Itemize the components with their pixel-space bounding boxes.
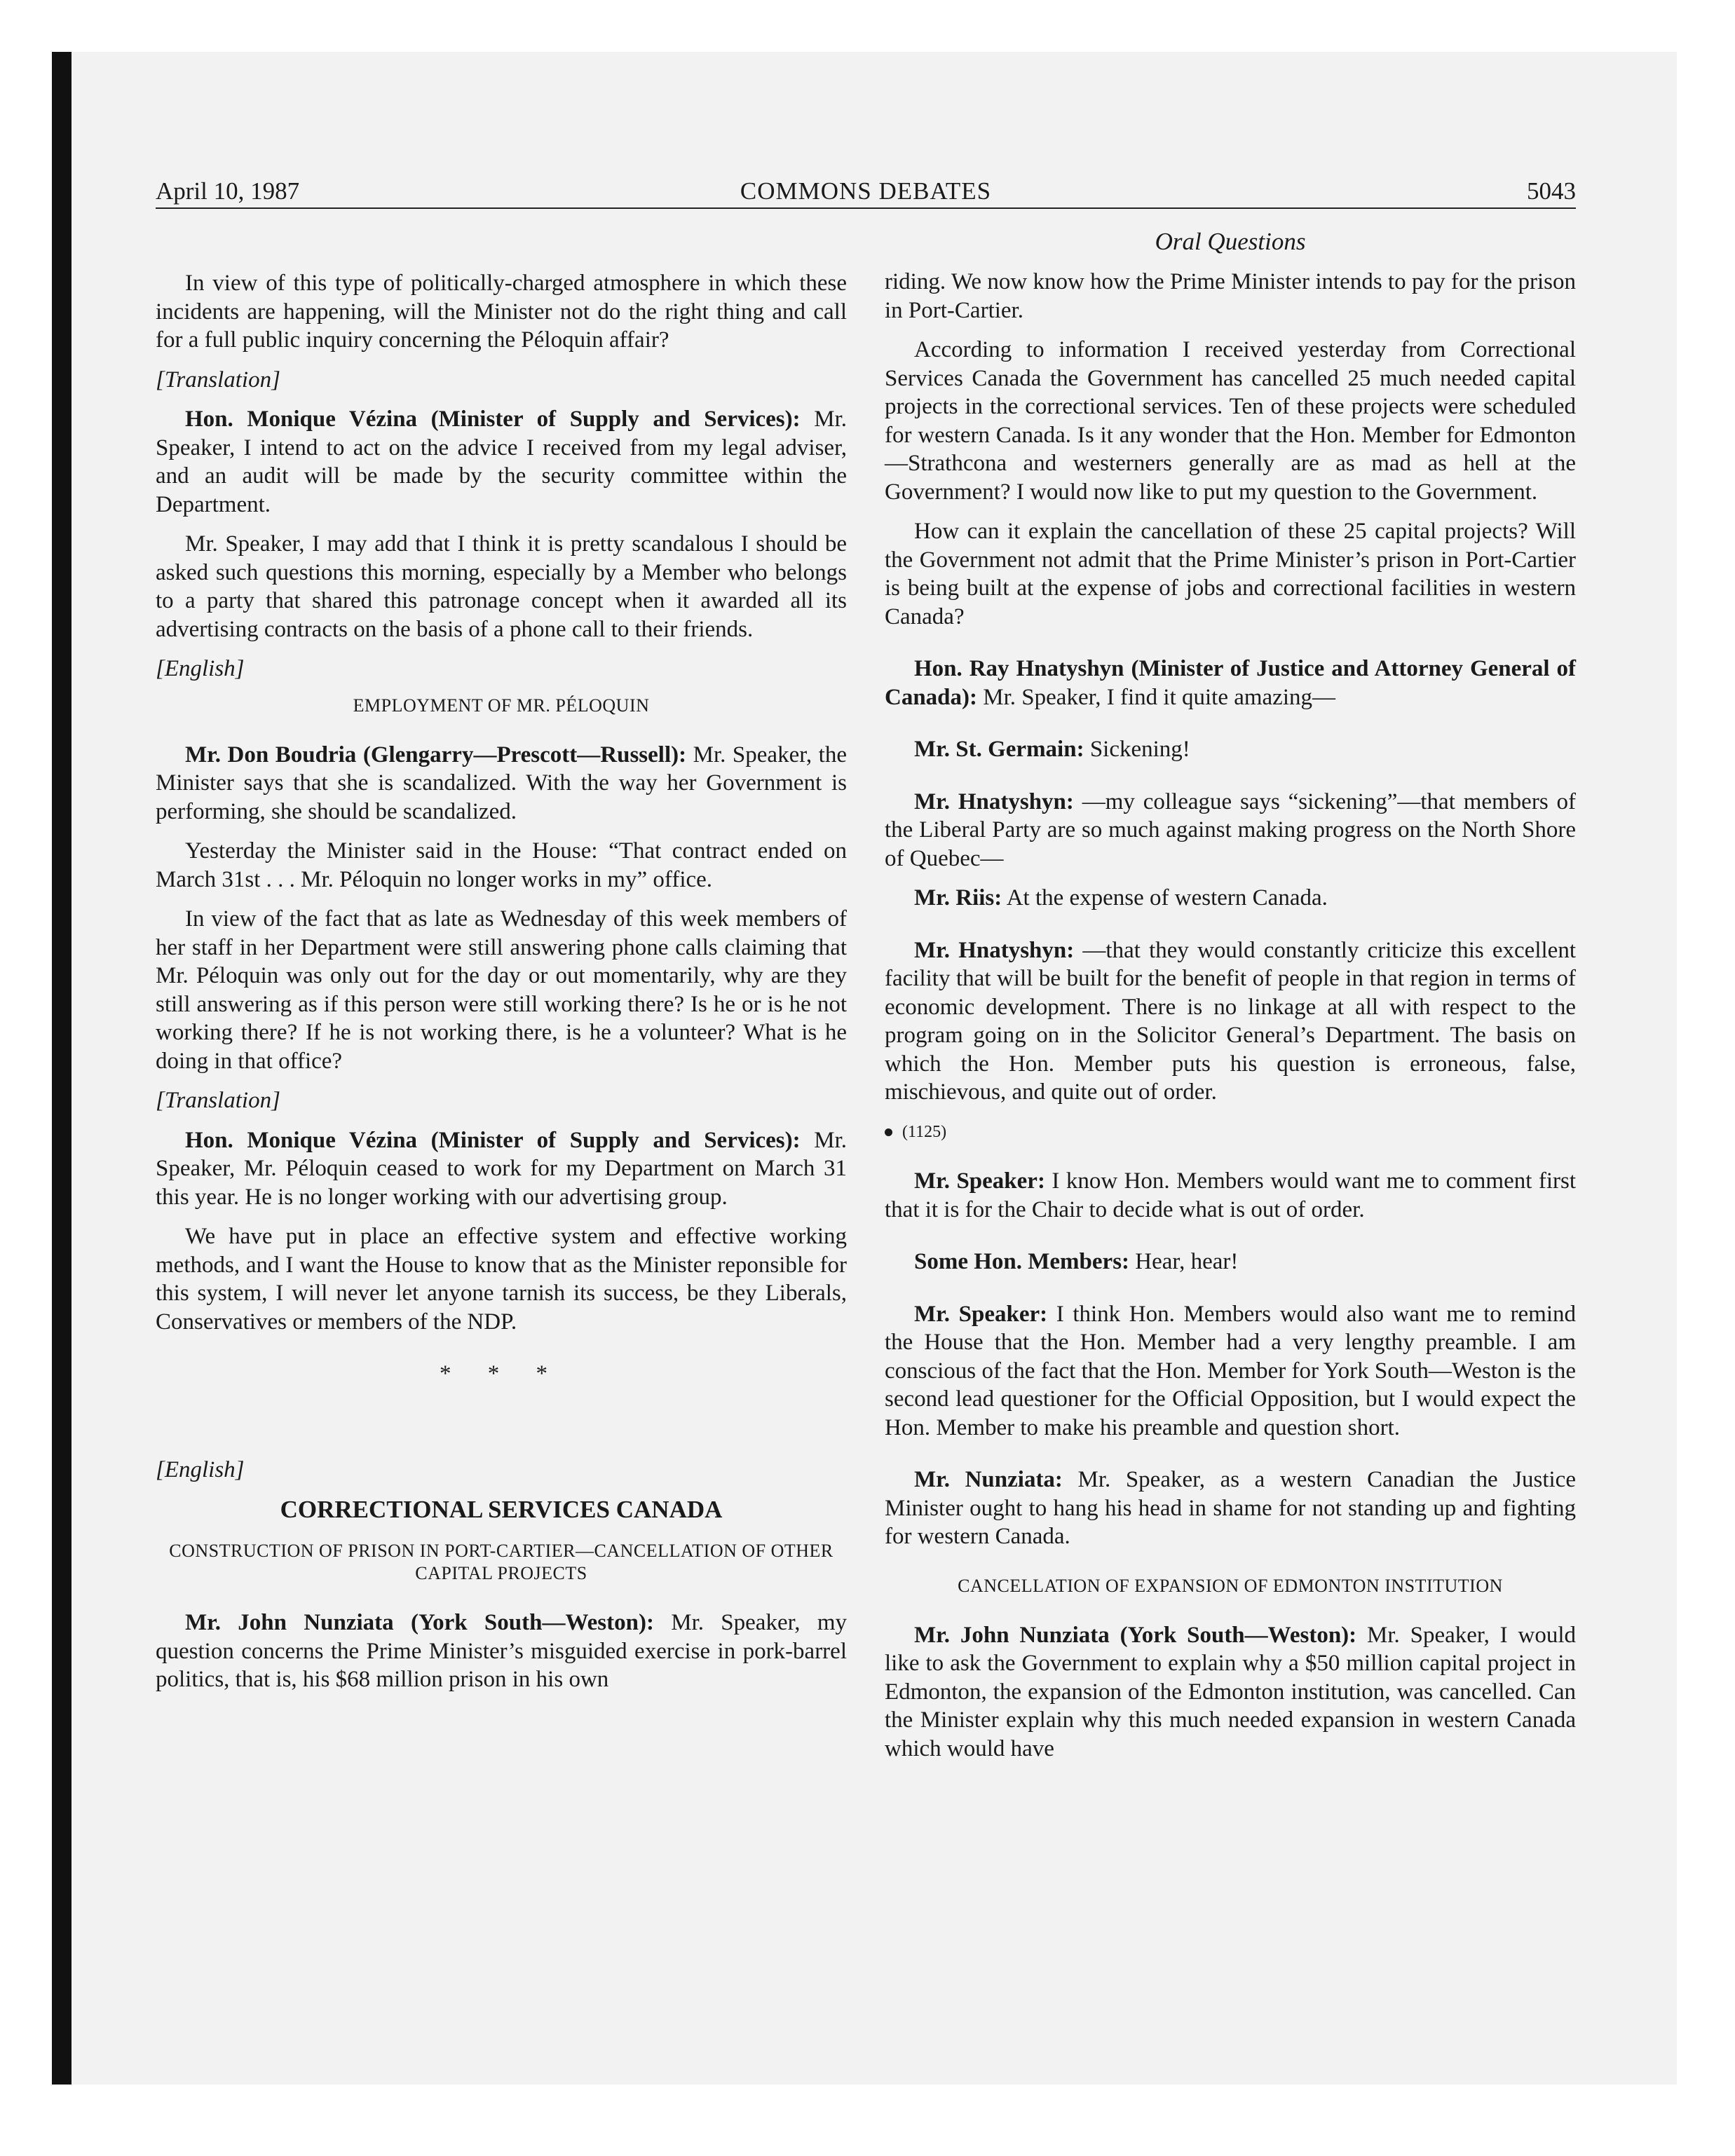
speaker-name: Mr. Hnatyshyn: [914,937,1075,963]
paragraph [885,1466,1576,1551]
paragraph: In view of this type of politically-charged atmosphere in which these incidents are happening, will the Minister not do the right thing and call for a full public inquiry concerning the Péloquin affair? [156,271,847,353]
language-marker: [Translation] [156,367,280,393]
speech-text: Mr. Speaker, Mr. Péloquin ceased to work for my Department on March 31 this year. He is no longer working with our advertising group. [156,1127,848,1210]
speaker-name: Mr. Nunziata: [914,1467,1063,1492]
speaker-name: Mr. John Nunziata (York South—Weston): [185,1610,654,1635]
speech-text: I know Hon. Members would want me to comment first that it is for the Chair to decide what is out of order. [885,1168,1576,1222]
paragraph: riding. We now know how the Prime Minister intends to pay for the prison in Port-Cartier. [885,269,1576,323]
time-marker-text: (1125) [902,1122,947,1141]
running-header [156,175,1576,207]
language-marker: [English] [156,1456,245,1482]
speaker-name: Mr. St. Germain: [914,737,1084,762]
paragraph [156,1609,847,1694]
paragraph: Mr. Speaker, I may add that I think it is pretty scandalous I should be asked such questions this morning, especially by a Member who belongs to a party that shared this patronage concept when it awarded all its advertising contracts on the basis of a phone call to their friends. [156,531,847,642]
speaker-name: Some Hon. Members: [914,1249,1130,1274]
paragraph: In view of the fact that as late as Wednesday of this week members of her staff in her Department were still answering phone calls claiming that Mr. Péloquin was only out for the day or out momentarily, why are they still answering as if this person were still working there? Is he or is he not working there? If he is not working there, is he a volunteer? What is he doing in that office? [156,906,847,1074]
speaker-name: Mr. Speaker: [914,1168,1045,1194]
bullet-icon [885,1128,892,1136]
section-separator: * * * [440,1361,563,1386]
speech-text: Mr. Speaker, I would like to ask the Government to explain why a $50 million capital project in Edmonton, the expansion of the Edmonton institution, was cancelled. Can the Minister explain why this much needed expansion in western Canada which would have [885,1622,1577,1761]
speaker-name: Hon. Monique Vézina (Minister of Supply and Services): [185,1127,801,1153]
major-heading: CORRECTIONAL SERVICES CANADA [280,1496,723,1523]
paragraph: According to information I received yesterday from Correctional Services Canada the Government has cancelled 25 much needed capital projects in the correctional services. Ten of these projects were scheduled for western Canada. Is it any wonder that the Hon. Member for Edmonton—Strathcona and westerners generally are as mad as hell at the Government? I would now like to put my question to the Government. [885,337,1576,505]
header-date: April 10, 1987 [156,177,300,205]
paragraph [885,1300,1576,1442]
paragraph [885,884,1576,913]
speaker-name: Mr. Speaker: [914,1301,1048,1327]
header-publication: COMMONS DEBATES [740,177,992,205]
header-rule [156,207,1576,209]
speaker-name: Hon. Ray Hnatyshyn (Minister of Justice and Attorney General of Canada): [885,656,1576,710]
left-column [156,269,847,1705]
paragraph: We have put in place an effective system and effective working methods, and I want the House to know that as the Minister reponsible for this system, I will never let anyone tarnish its success, be they Liberals, Conservatives or members of the NDP. [156,1224,847,1335]
speaker-name: Mr. Hnatyshyn: [914,789,1074,814]
speech-text: Sickening! [1084,737,1190,762]
speaker-name: Mr. Riis: [914,885,1002,910]
speech-text: Hear, hear! [1129,1249,1239,1274]
speech-text: Mr. Speaker, as a western Canadian the Justice Minister ought to hang his head in shame for not standing up and fighting for western Canada. [885,1467,1576,1549]
paragraph [156,1126,847,1212]
scan-edge [52,52,72,2085]
speech-text: Mr. Speaker, I find it quite amazing— [977,684,1335,710]
paragraph [156,405,847,519]
paragraph [885,1248,1576,1276]
speech-text: At the expense of western Canada. [1002,885,1328,910]
speech-text: —my colleague says “sickening”—that members of the Liberal Party are so much against making progress on the North Shore of Quebec— [885,789,1576,871]
speech-text: Mr. Speaker, the Minister says that she is scandalized. With the way her Government is performing, she should be scandalized. [156,742,847,824]
subheading: CONSTRUCTION OF PRISON IN PORT-CARTIER—CANCELLATION OF OTHER CAPITAL PROJECTS [169,1541,834,1583]
header-page-number: 5043 [1527,177,1576,205]
speech-text: Mr. Speaker, my question concerns the Prime Minister’s misguided exercise in pork-barrel politics, that is, his $68 million prison in his own [156,1610,847,1692]
paragraph [885,655,1576,711]
speaker-name: Hon. Monique Vézina (Minister of Supply and Services): [185,407,801,432]
paragraph: How can it explain the cancellation of these 25 capital projects? Will the Government not admit that the Prime Minister’s prison in Port-Cartier is being built at the expense of jobs and correctional facilities in western Canada? [885,519,1576,629]
paragraph: Yesterday the Minister said in the House: “That contract ended on March 31st . . . Mr. Péloquin no longer works in my” office. [156,838,847,892]
speaker-name: Mr. John Nunziata (York South—Weston): [914,1622,1357,1648]
speech-text: I think Hon. Members would also want me to remind the House that the Hon. Member had a very lengthy preamble. I am conscious of the fact that the Hon. Member for York South—Weston is the second lead questioner for the Official Opposition, but I would expect the Hon. Member to make his preamble and question short. [885,1301,1576,1440]
right-column [885,268,1576,1774]
language-marker: [Translation] [156,1088,280,1113]
speech-text: —that they would constantly criticize this excellent facility that will be built for the benefit of people in that region in terms of economic development. There is no linkage at all with respect to the program going on in the Solicitor General’s Department. The basis on which the Hon. Member puts his question is erroneous, false, mischievous, and quite out of order. [885,937,1576,1105]
paragraph [885,1621,1576,1763]
language-marker: [English] [156,656,245,681]
paragraph [885,735,1576,764]
paragraph [885,788,1576,873]
paragraph [885,936,1576,1107]
speaker-name: Mr. Don Boudria (Glengarry—Prescott—Russell): [185,742,687,767]
subheading: CANCELLATION OF EXPANSION OF EDMONTON INSTITUTION [958,1575,1503,1596]
time-marker [885,1118,1576,1147]
paragraph [885,1167,1576,1224]
paragraph [156,741,847,826]
section-title: Oral Questions [1155,228,1306,255]
subheading: EMPLOYMENT OF MR. PÉLOQUIN [353,695,650,716]
speech-text: Mr. Speaker, I intend to act on the advice I received from my legal adviser, and an audit will be made by the security committee within the Department. [156,407,848,517]
